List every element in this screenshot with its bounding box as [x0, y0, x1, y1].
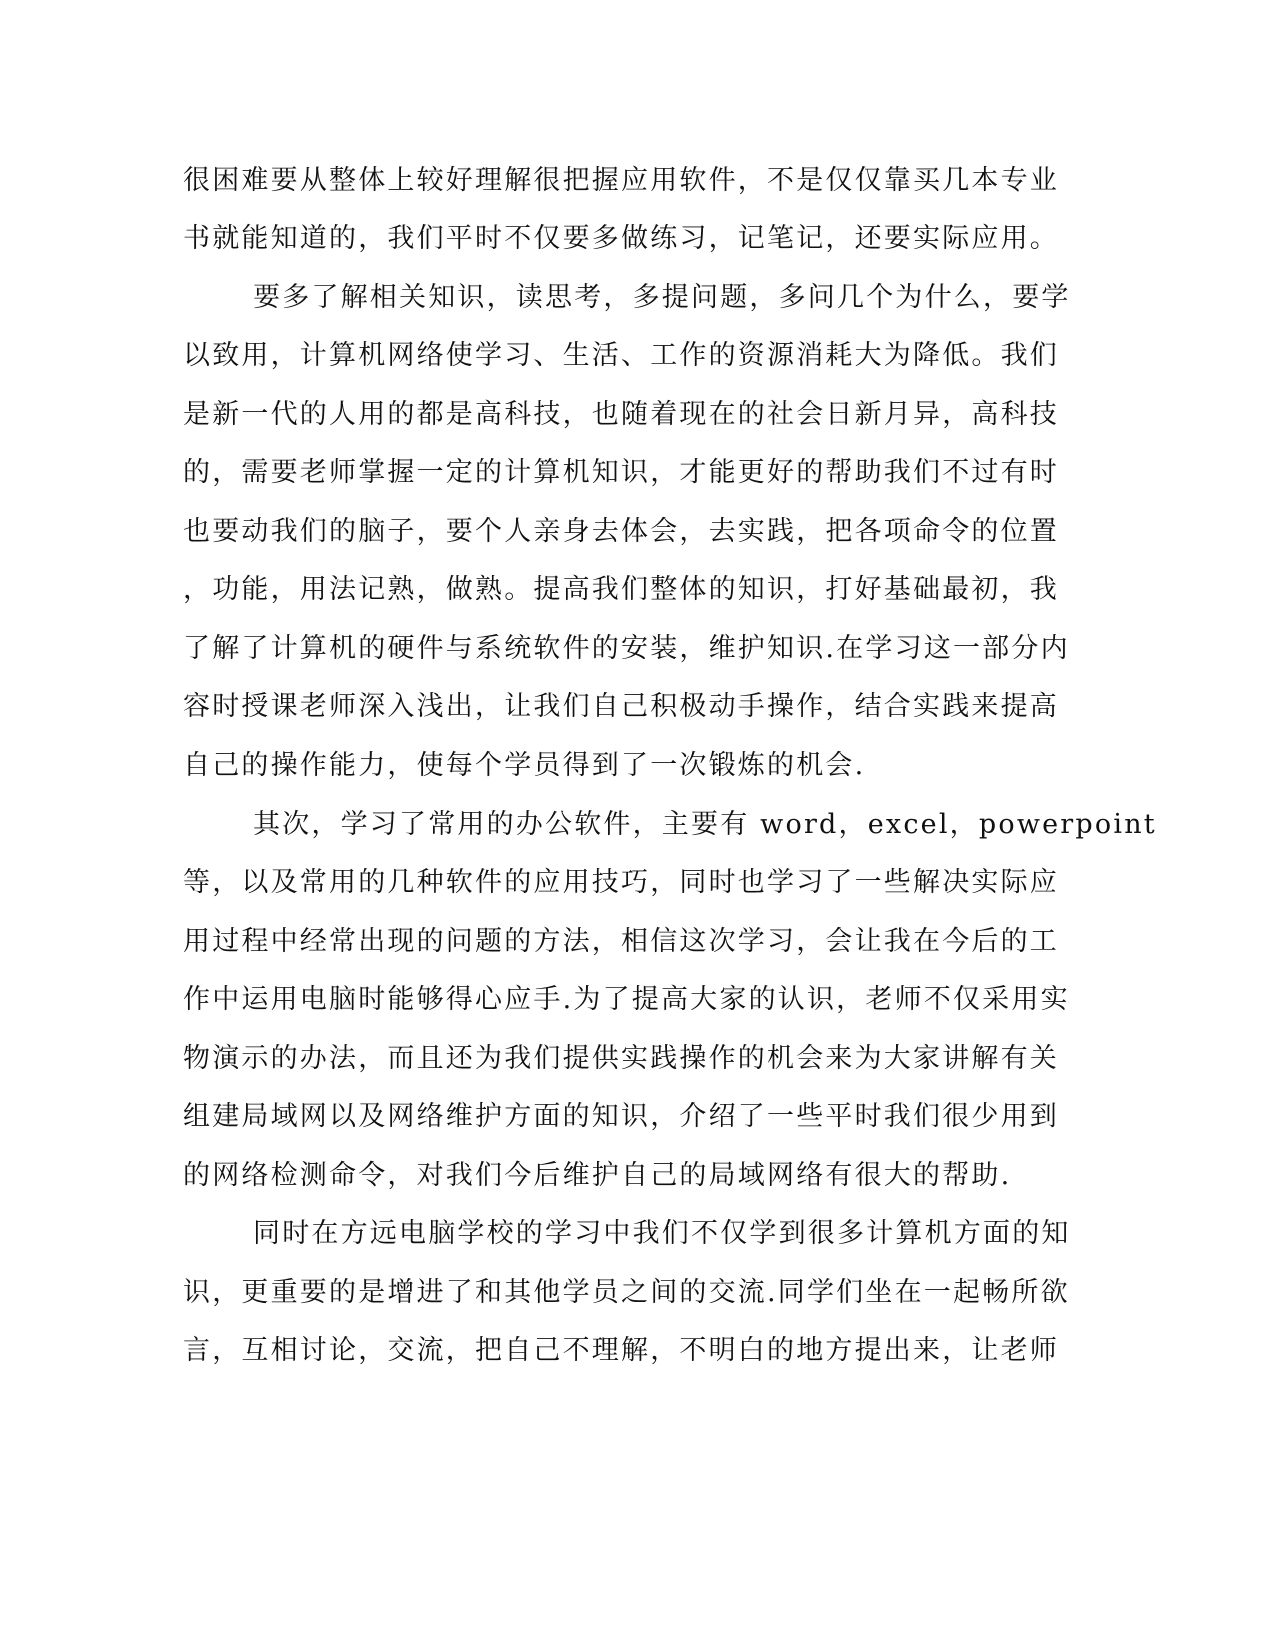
- text-line: ，功能，用法记熟，做熟。提高我们整体的知识，打好基础最初，我: [183, 574, 1059, 605]
- text-line: 组建局域网以及网络维护方面的知识，介绍了一些平时我们很少用到: [183, 1101, 1059, 1132]
- text-line: 容时授课老师深入浅出，让我们自己积极动手操作，结合实践来提高: [183, 691, 1059, 722]
- text-line: 也要动我们的脑子，要个人亲身去体会，去实践，把各项命令的位置: [183, 516, 1059, 547]
- text-line: 的，需要老师掌握一定的计算机知识，才能更好的帮助我们不过有时: [183, 457, 1059, 488]
- text-line: 了解了计算机的硬件与系统软件的安装，维护知识.在学习这一部分内: [183, 633, 1070, 664]
- paragraph-start-line: 要多了解相关知识，读思考，多提问题，多问几个为什么，要学: [253, 282, 1071, 313]
- text-line: 言，互相讨论，交流，把自己不理解，不明白的地方提出来，让老师: [183, 1335, 1059, 1366]
- text-line: 作中运用电脑时能够得心应手.为了提高大家的认识，老师不仅采用实: [183, 984, 1070, 1015]
- text-line: 等，以及常用的几种软件的应用技巧，同时也学习了一些解决实际应: [183, 867, 1059, 898]
- paragraph-start-line: 同时在方远电脑学校的学习中我们不仅学到很多计算机方面的知: [253, 1218, 1071, 1249]
- paragraph-start-line: 其次，学习了常用的办公软件，主要有 word，excel，powerpoint: [253, 809, 1157, 840]
- text-line: 以致用，计算机网络使学习、生活、工作的资源消耗大为降低。我们: [183, 340, 1059, 371]
- text-line: 识，更重要的是增进了和其他学员之间的交流.同学们坐在一起畅所欲: [183, 1277, 1070, 1308]
- text-line: 是新一代的人用的都是高科技，也随着现在的社会日新月异，高科技: [183, 399, 1059, 430]
- text-line: 物演示的办法，而且还为我们提供实践操作的机会来为大家讲解有关: [183, 1043, 1059, 1074]
- text-line: 书就能知道的，我们平时不仅要多做练习，记笔记，还要实际应用。: [183, 223, 1059, 254]
- text-line: 的网络检测命令，对我们今后维护自己的局域网络有很大的帮助.: [183, 1160, 1012, 1191]
- text-line: 自己的操作能力，使每个学员得到了一次锻炼的机会.: [183, 750, 866, 781]
- text-line: 很困难要从整体上较好理解很把握应用软件，不是仅仅靠买几本专业: [183, 165, 1059, 196]
- text-line: 用过程中经常出现的问题的方法，相信这次学习，会让我在今后的工: [183, 926, 1059, 957]
